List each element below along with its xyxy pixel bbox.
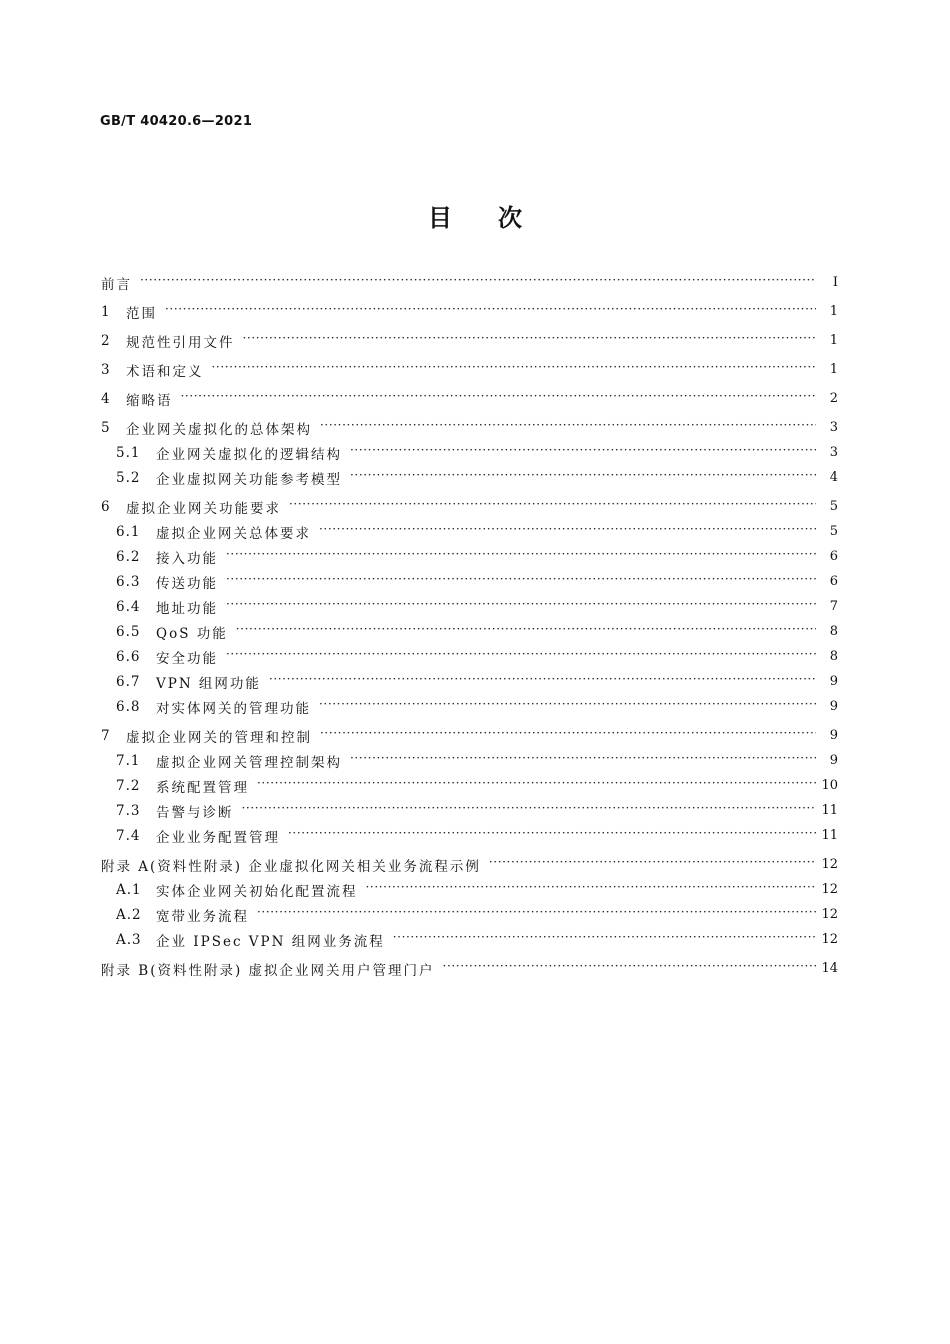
toc-entry-page-number: 5: [829, 499, 838, 514]
toc-entry-label: 企业网关虚拟化的逻辑结构: [156, 446, 342, 463]
toc-entry-number: 7.2: [116, 777, 141, 794]
toc-entry[interactable]: [101, 723, 838, 748]
toc-entry-number: 7.3: [116, 802, 141, 819]
toc-entry[interactable]: [101, 440, 838, 465]
toc-entry-page-number: 9: [829, 699, 838, 714]
toc-entry[interactable]: [101, 569, 838, 594]
toc-entry[interactable]: [101, 694, 838, 719]
toc-entry-label: 传送功能: [156, 575, 218, 592]
page-title: 目次: [428, 204, 568, 232]
toc-dot-leader: [393, 933, 816, 947]
toc-entry[interactable]: [101, 328, 838, 353]
toc-dot-leader: [320, 729, 816, 743]
toc-entry-label: 附录 A(资料性附录) 企业虚拟化网关相关业务流程示例: [101, 858, 481, 875]
toc-entry-page-number: 14: [821, 961, 838, 976]
toc-entry-number: 6: [101, 498, 111, 515]
toc-entry-label: 规范性引用文件: [126, 334, 235, 351]
toc-entry[interactable]: [101, 415, 838, 440]
toc-entry-label: 企业 IPSec VPN 组网业务流程: [156, 933, 385, 950]
toc-entry-number: 6.5: [116, 623, 141, 640]
toc-dot-leader: [212, 363, 817, 377]
toc-entry-number: 7.4: [116, 827, 141, 844]
toc-entry-label: 宽带业务流程: [156, 908, 249, 925]
toc-entry[interactable]: [101, 748, 838, 773]
toc-entry-label: 企业网关虚拟化的总体架构: [126, 421, 312, 438]
toc-dot-leader: [289, 500, 816, 514]
toc-entry-label: 地址功能: [156, 600, 218, 617]
toc-entry-page-number: 8: [829, 649, 838, 664]
toc-entry-label: 前言: [101, 276, 132, 293]
toc-entry-number: 6.3: [116, 573, 141, 590]
toc-entry-number: 6.2: [116, 548, 141, 565]
toc-entry-page-number: 9: [829, 728, 838, 743]
toc-entry-number: 6.6: [116, 648, 141, 665]
toc-entry-page-number: 1: [829, 304, 838, 319]
toc-entry-label: 安全功能: [156, 650, 218, 667]
toc-dot-leader: [350, 446, 816, 460]
toc-entry[interactable]: [101, 519, 838, 544]
toc-entry[interactable]: [101, 357, 838, 382]
toc-entry-label: 告警与诊断: [156, 804, 234, 821]
toc-entry-page-number: 4: [829, 470, 838, 485]
toc-dot-leader: [366, 883, 817, 897]
toc-dot-leader: [140, 276, 816, 290]
toc-entry-page-number: 12: [821, 907, 838, 922]
toc-entry[interactable]: [101, 823, 838, 848]
toc-dot-leader: [236, 625, 816, 639]
toc-entry-page-number: 12: [821, 882, 838, 897]
toc-entry-page-number: 12: [821, 857, 838, 872]
toc-entry-page-number: 11: [821, 828, 838, 843]
toc-entry-page-number: 3: [829, 445, 838, 460]
toc-entry-label: 术语和定义: [126, 363, 204, 380]
toc-entry-label: QoS 功能: [156, 625, 228, 642]
toc-dot-leader: [319, 525, 816, 539]
toc-entry-label: 接入功能: [156, 550, 218, 567]
toc-entry-number: 2: [101, 332, 111, 349]
toc-entry-label: 虚拟企业网关总体要求: [156, 525, 311, 542]
toc-dot-leader: [226, 600, 816, 614]
toc-entry-label: 附录 B(资料性附录) 虚拟企业网关用户管理门户: [101, 962, 435, 979]
toc-entry-number: 5.1: [116, 444, 141, 461]
toc-entry-page-number: 9: [829, 753, 838, 768]
toc-entry-page-number: 2: [829, 391, 838, 406]
toc-entry-label: 范围: [126, 305, 157, 322]
toc-entry[interactable]: [101, 927, 838, 952]
toc-dot-leader: [257, 779, 816, 793]
toc-entry-page-number: 3: [829, 420, 838, 435]
toc-entry[interactable]: [101, 386, 838, 411]
toc-entry[interactable]: [101, 644, 838, 669]
toc-entry-number: 1: [101, 303, 111, 320]
toc-entry-label: 虚拟企业网关管理控制架构: [156, 754, 342, 771]
toc-entry-label: 实体企业网关初始化配置流程: [156, 883, 358, 900]
toc-dot-leader: [489, 858, 816, 872]
toc-dot-leader: [226, 650, 816, 664]
toc-entry[interactable]: [101, 852, 838, 877]
toc-entry-label: 企业虚拟网关功能参考模型: [156, 471, 342, 488]
toc-entry[interactable]: [101, 299, 838, 324]
toc-dot-leader: [257, 908, 816, 922]
toc-entry-number: 5: [101, 419, 111, 436]
toc-entry-label: 系统配置管理: [156, 779, 249, 796]
toc-entry-page-number: 1: [829, 333, 838, 348]
toc-entry-page-number: 11: [821, 803, 838, 818]
toc-entry-page-number: 6: [829, 549, 838, 564]
toc-entry-number: 4: [101, 390, 111, 407]
toc-dot-leader: [320, 421, 816, 435]
toc-entry-number: 7: [101, 727, 111, 744]
toc-dot-leader: [181, 392, 817, 406]
toc-entry-number: 5.2: [116, 469, 141, 486]
toc-dot-leader: [226, 575, 816, 589]
toc-entry-label: 对实体网关的管理功能: [156, 700, 311, 717]
toc-dot-leader: [288, 829, 816, 843]
toc-entry-number: 6.7: [116, 673, 141, 690]
toc-entry[interactable]: [101, 902, 838, 927]
toc-entry-label: VPN 组网功能: [156, 675, 261, 692]
toc-entry-number: 6.1: [116, 523, 141, 540]
toc-entry[interactable]: [101, 594, 838, 619]
toc-dot-leader: [269, 675, 816, 689]
toc-entry[interactable]: [101, 494, 838, 519]
toc-dot-leader: [443, 962, 816, 976]
toc-entry-page-number: 6: [829, 574, 838, 589]
toc-dot-leader: [350, 471, 816, 485]
toc-entry-number: A.1: [116, 881, 142, 898]
toc-entry-number: 3: [101, 361, 111, 378]
toc-entry-number: A.3: [116, 931, 142, 948]
toc-entry-number: 6.4: [116, 598, 141, 615]
document-code: GB/T 40420.6—2021: [100, 114, 253, 129]
toc-entry-label: 缩略语: [126, 392, 173, 409]
toc-entry-label: 虚拟企业网关功能要求: [126, 500, 281, 517]
toc-entry[interactable]: [101, 669, 838, 694]
toc-entry[interactable]: [101, 773, 838, 798]
table-of-contents: [101, 270, 838, 981]
toc-entry-page-number: 8: [829, 624, 838, 639]
toc-entry[interactable]: [101, 544, 838, 569]
toc-entry[interactable]: [101, 877, 838, 902]
toc-dot-leader: [350, 754, 816, 768]
toc-entry[interactable]: [101, 465, 838, 490]
toc-entry-label: 虚拟企业网关的管理和控制: [126, 729, 312, 746]
toc-entry-label: 企业业务配置管理: [156, 829, 280, 846]
toc-entry[interactable]: [101, 798, 838, 823]
toc-entry-number: A.2: [116, 906, 142, 923]
toc-entry[interactable]: [101, 956, 838, 981]
toc-entry-page-number: 5: [829, 524, 838, 539]
toc-entry-number: 7.1: [116, 752, 141, 769]
toc-entry-page-number: 12: [821, 932, 838, 947]
toc-dot-leader: [243, 334, 817, 348]
toc-entry-page-number: 10: [821, 778, 838, 793]
toc-dot-leader: [226, 550, 816, 564]
toc-entry-number: 6.8: [116, 698, 141, 715]
toc-entry-page-number: 1: [829, 362, 838, 377]
toc-entry-page-number: Ⅰ: [832, 275, 838, 290]
toc-dot-leader: [319, 700, 816, 714]
toc-entry[interactable]: [101, 270, 838, 295]
toc-dot-leader: [165, 305, 816, 319]
toc-entry-page-number: 9: [829, 674, 838, 689]
toc-entry[interactable]: [101, 619, 838, 644]
toc-dot-leader: [242, 804, 817, 818]
toc-entry-page-number: 7: [829, 599, 838, 614]
